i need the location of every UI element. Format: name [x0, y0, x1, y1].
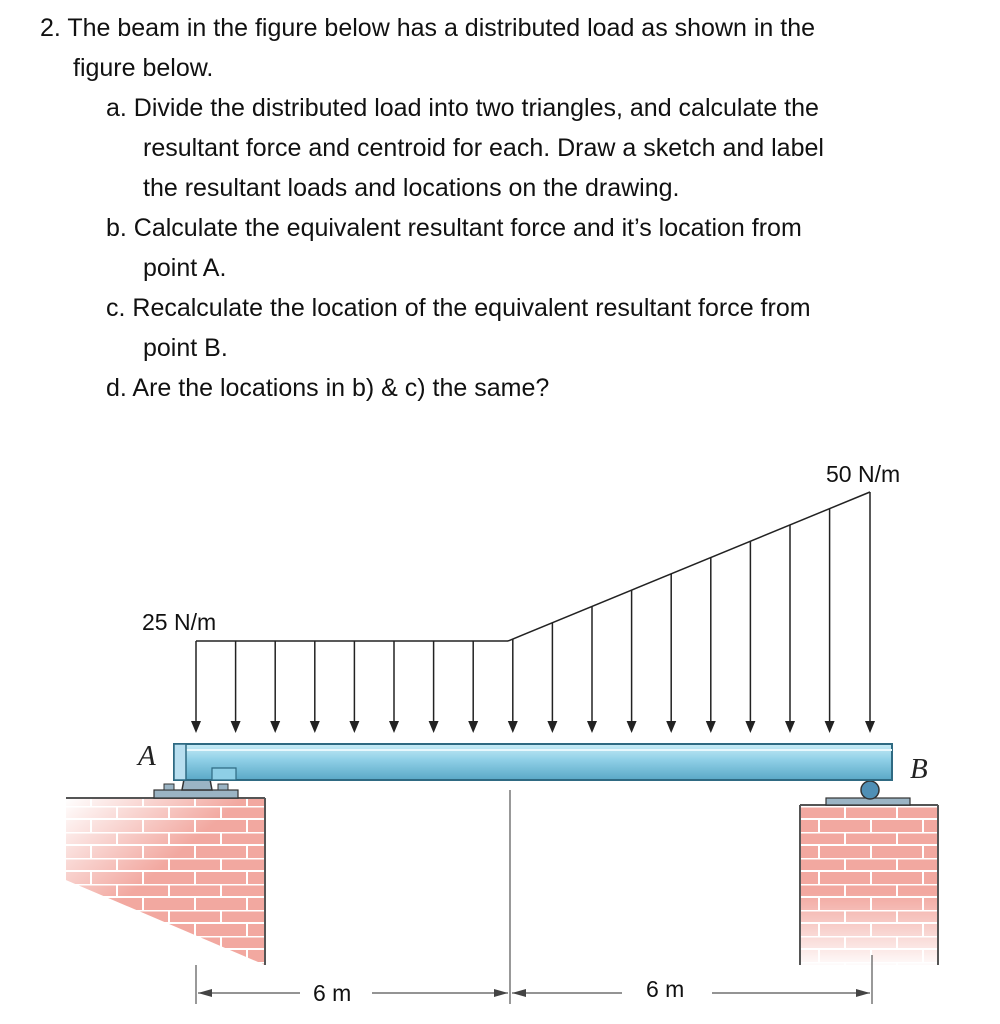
- load-arrow-head: [191, 721, 201, 733]
- part-b-line1: b. Calculate the equivalent resultant force and it’s location from: [106, 214, 802, 242]
- load-arrow-head: [587, 721, 597, 733]
- load-arrow-head: [429, 721, 439, 733]
- load-left-label: 25 N/m: [142, 609, 217, 635]
- part-a-line3: the resultant loads and locations on the drawing.: [143, 174, 680, 202]
- part-b-line2: point A.: [143, 254, 227, 282]
- load-arrow-head: [310, 721, 320, 733]
- span-left-label: 6 m: [313, 980, 352, 1006]
- load-arrow-head: [865, 721, 875, 733]
- load-arrow-head: [825, 721, 835, 733]
- load-arrow-head: [389, 721, 399, 733]
- beam: [174, 744, 892, 780]
- load-arrow-head: [270, 721, 280, 733]
- load-arrow-head: [706, 721, 716, 733]
- load-arrow-head: [547, 721, 557, 733]
- load-arrow-head: [508, 721, 518, 733]
- load-envelope: [196, 492, 870, 641]
- roller-support-b: [826, 781, 910, 805]
- span-right-label: 6 m: [646, 976, 685, 1002]
- question-intro-line1: 2. The beam in the figure below has a distributed load as shown in the: [40, 14, 816, 42]
- load-arrow-head: [231, 721, 241, 733]
- dimension-lines: [196, 790, 872, 1004]
- point-a-label: A: [138, 740, 156, 772]
- distributed-load-arrows: [191, 492, 875, 733]
- load-arrow-head: [785, 721, 795, 733]
- load-arrow-head: [666, 721, 676, 733]
- point-b-label: B: [910, 753, 928, 785]
- right-brick-wall: [800, 805, 938, 965]
- left-brick-wall: [66, 798, 265, 965]
- load-right-label: 50 N/m: [826, 461, 901, 487]
- load-arrow-head: [627, 721, 637, 733]
- part-a-line1: a. Divide the distributed load into two triangles, and calculate the: [106, 94, 819, 122]
- part-c-line2: point B.: [143, 334, 228, 362]
- part-c-line1: c. Recalculate the location of the equivalent resultant force from: [106, 294, 811, 322]
- load-arrow-head: [745, 721, 755, 733]
- question-intro-line2: figure below.: [73, 54, 214, 82]
- load-arrow-head: [468, 721, 478, 733]
- part-d-line1: d. Are the locations in b) & c) the same?: [106, 374, 550, 402]
- part-a-line2: resultant force and centroid for each. Draw a sketch and label: [143, 134, 824, 162]
- load-arrow-head: [349, 721, 359, 733]
